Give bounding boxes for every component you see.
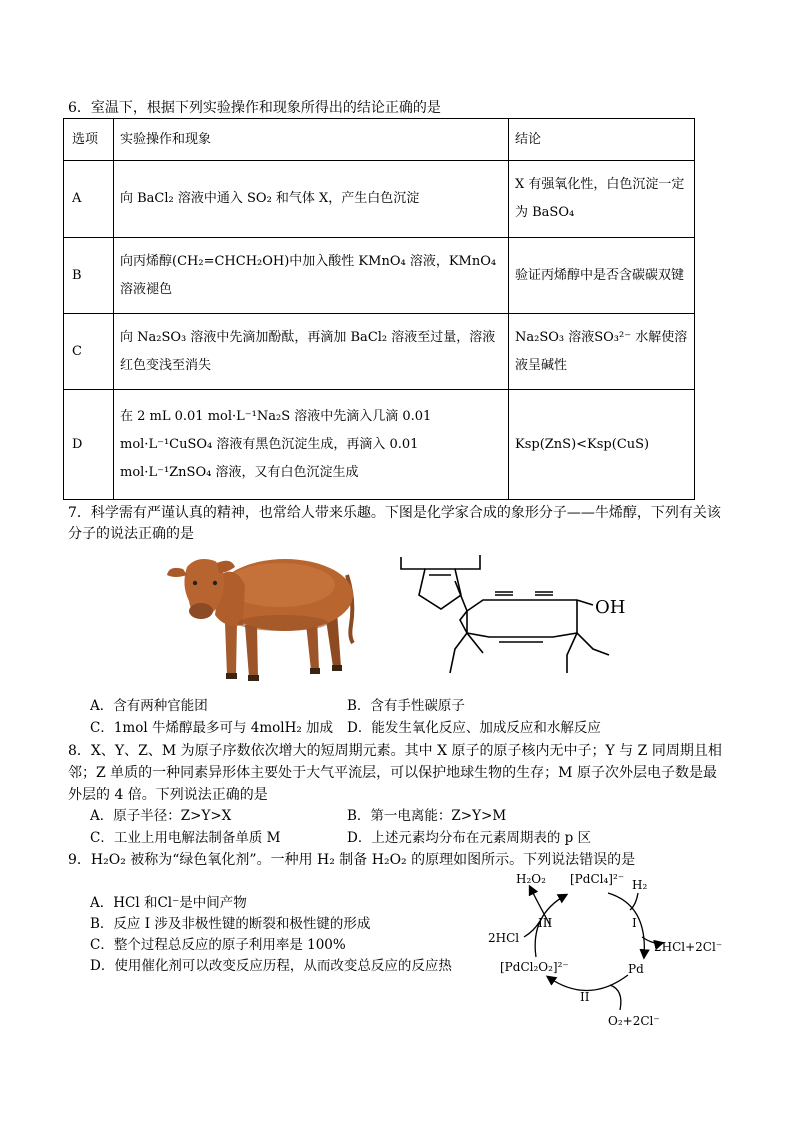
- q8-option-d: D．上述元素均分布在元素周期表的 p 区: [347, 830, 592, 846]
- q8-option-a: A．原子半径：Z>Y>X: [90, 808, 232, 824]
- row-option: C: [64, 314, 114, 390]
- q9-option-d: D．使用催化剂可以改变反应历程，从而改变总反应的反应热: [90, 958, 452, 974]
- header-conclusion: 结论: [509, 119, 695, 161]
- label-step-2: II: [580, 990, 590, 1004]
- q9-line1: 9．H₂O₂ 被称为“绿色氧化剂”。一种用 H₂ 制备 H₂O₂ 的原理如图所示。下列说法错误的是: [68, 852, 636, 868]
- q8-line2: 邻；Z 单质的一种同素异形体主要处于大气平流层，可以保护地球生物的生存；M 原子次外层电子数是最: [68, 765, 717, 781]
- q6-title: 6．室温下，根据下列实验操作和现象所得出的结论正确的是: [68, 100, 441, 116]
- row-conclusion: X 有强氧化性，白色沉淀一定为 BaSO₄: [509, 161, 695, 238]
- row-option: B: [64, 238, 114, 314]
- q7-line2: 分子的说法正确的是: [68, 526, 194, 542]
- label-2hcl: 2HCl: [488, 931, 520, 945]
- row-conclusion: Ksp(ZnS)<Ksp(CuS): [509, 390, 695, 500]
- header-option: 选项: [64, 119, 114, 161]
- table-row: [64, 238, 695, 314]
- catalytic-cycle-diagram: [478, 865, 728, 1035]
- row-conclusion: 验证丙烯醇中是否含碳碳双键: [509, 238, 695, 314]
- table-row: [64, 390, 695, 500]
- q8-line1: 8．X、Y、Z、M 为原子序数依次增大的短周期元素。其中 X 原子的原子核内无中子；Y 与 Z 同周期且相: [68, 743, 722, 759]
- header-operation: 实验操作和现象: [114, 119, 509, 161]
- table-row: [64, 161, 695, 238]
- q8-option-b: B．第一电离能：Z>Y>M: [347, 808, 507, 824]
- row-conclusion: Na₂SO₃ 溶液SO₃²⁻ 水解使溶液呈碱性: [509, 314, 695, 390]
- cow-image: [165, 545, 360, 685]
- q8-line3: 外层的 4 倍。下列说法正确的是: [68, 787, 268, 803]
- experiment-table: [63, 118, 695, 500]
- q9-option-c: C．整个过程总反应的原子利用率是 100%: [90, 937, 346, 953]
- label-h2o2: H₂O₂: [516, 872, 546, 886]
- q7-line1: 7．科学需有严谨认真的精神，也常给人带来乐趣。下图是化学家合成的象形分子——牛烯醇，下列有关该: [68, 505, 721, 521]
- label-step-1: I: [632, 916, 637, 930]
- label-pdcl2o2: [PdCl₂O₂]²⁻: [500, 960, 569, 974]
- q7-option-b: B．含有手性碳原子: [347, 698, 465, 714]
- row-operation: 在 2 mL 0.01 mol·L⁻¹Na₂S 溶液中先滴入几滴 0.01 mol·L⁻¹CuSO₄ 溶液有黑色沉淀生成，再滴入 0.01 mol·L⁻¹ZnSO₄ 溶液，又有白色沉淀生成: [114, 390, 509, 500]
- q9-option-a: A．HCl 和Cl⁻是中间产物: [90, 895, 247, 911]
- label-2hcl-2cl: 2HCl+2Cl⁻: [654, 940, 723, 954]
- q7-option-d: D．能发生氧化反应、加成反应和水解反应: [347, 720, 601, 736]
- label-pd: Pd: [628, 962, 644, 976]
- label-pdcl4: [PdCl₄]²⁻: [570, 872, 625, 886]
- q9-option-b: B．反应 I 涉及非极性键的断裂和极性键的形成: [90, 916, 371, 932]
- q7-option-c: C．1mol 牛烯醇最多可与 4molH₂ 加成: [90, 720, 334, 736]
- q8-option-c: C．工业上用电解法制备单质 M: [90, 830, 281, 846]
- molecule-structure: [395, 545, 635, 680]
- row-option: A: [64, 161, 114, 238]
- row-option: D: [64, 390, 114, 500]
- oh-label: OH: [595, 597, 626, 618]
- row-operation: 向 BaCl₂ 溶液中通入 SO₂ 和气体 X，产生白色沉淀: [114, 161, 509, 238]
- row-operation: 向 Na₂SO₃ 溶液中先滴加酚酞，再滴加 BaCl₂ 溶液至过量，溶液红色变浅至消失: [114, 314, 509, 390]
- table-row: [64, 314, 695, 390]
- label-step-3: III: [538, 916, 553, 930]
- label-h2: H₂: [632, 878, 648, 892]
- q7-option-a: A．含有两种官能团: [90, 698, 208, 714]
- table-header-row: [64, 119, 695, 161]
- label-o2-2cl: O₂+2Cl⁻: [608, 1014, 660, 1028]
- row-operation: 向丙烯醇(CH₂=CHCH₂OH)中加入酸性 KMnO₄ 溶液，KMnO₄ 溶液褪色: [114, 238, 509, 314]
